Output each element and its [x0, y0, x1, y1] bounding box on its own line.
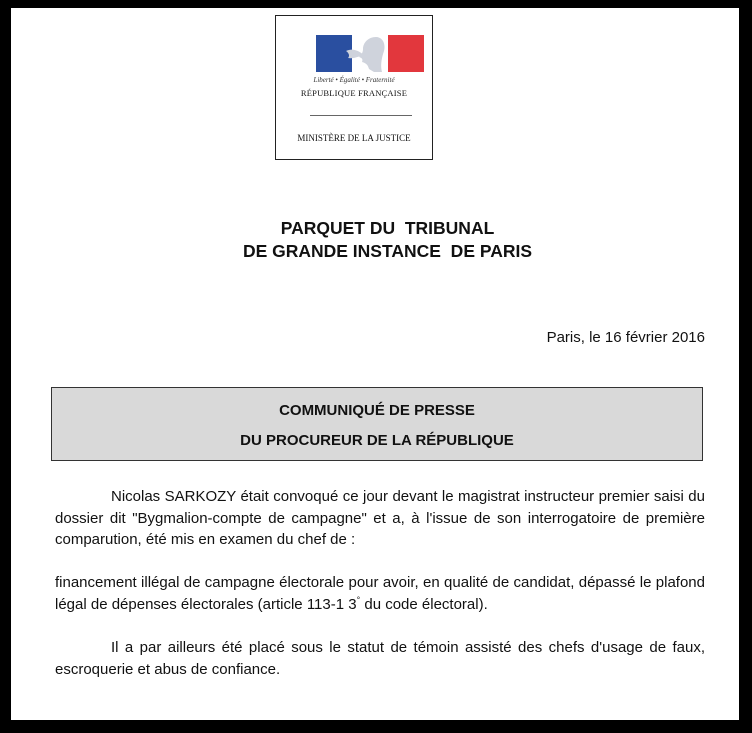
logo-divider: [310, 115, 412, 116]
press-box-subtitle: DU PROCUREUR DE LA RÉPUBLIQUE: [240, 432, 514, 449]
motto-text: Liberté • Égalité • Fraternité: [313, 76, 395, 84]
court-heading: [11, 217, 739, 263]
document-page: [11, 8, 739, 720]
marianne-logo: [275, 15, 433, 160]
court-heading-line-1: PARQUET DU TRIBUNAL: [280, 218, 495, 238]
degree-sign: °: [356, 594, 361, 605]
press-box-title: COMMUNIQUÉ DE PRESSE: [279, 402, 475, 419]
paragraph-charge: [55, 572, 705, 615]
tricolor-flag-icon: [316, 35, 424, 72]
ministry-label: MINISTÈRE DE LA JUSTICE: [297, 133, 411, 143]
charge-text: financement illégal de campagne électorale pour avoir, en qualité de candidat, dépassé le plafond légal de dépenses électorales (article 113-1 3: [55, 574, 705, 613]
republic-label: RÉPUBLIQUE FRANÇAISE: [300, 88, 408, 98]
paragraph-witness-status: Il a par ailleurs été placé sous le statut de témoin assisté des chefs d'usage de faux, escroquerie et abus de confiance.: [55, 639, 705, 678]
charge-text-end: du code électoral).: [360, 595, 488, 613]
marianne-profile-icon: [338, 35, 398, 72]
court-heading-line-2: DE GRANDE INSTANCE DE PARIS: [242, 241, 533, 261]
date-line: Paris, le 16 février 2016: [546, 329, 705, 346]
paragraph-summons: Nicolas SARKOZY était convoqué ce jour devant le magistrat instructeur premier saisi du dossier dit "Bygmalion-compte de campagne" et a, à l'issue de son interrogatoire de première comparution, été mis en examen du chef de :: [55, 488, 705, 548]
press-release-box: [51, 387, 703, 461]
